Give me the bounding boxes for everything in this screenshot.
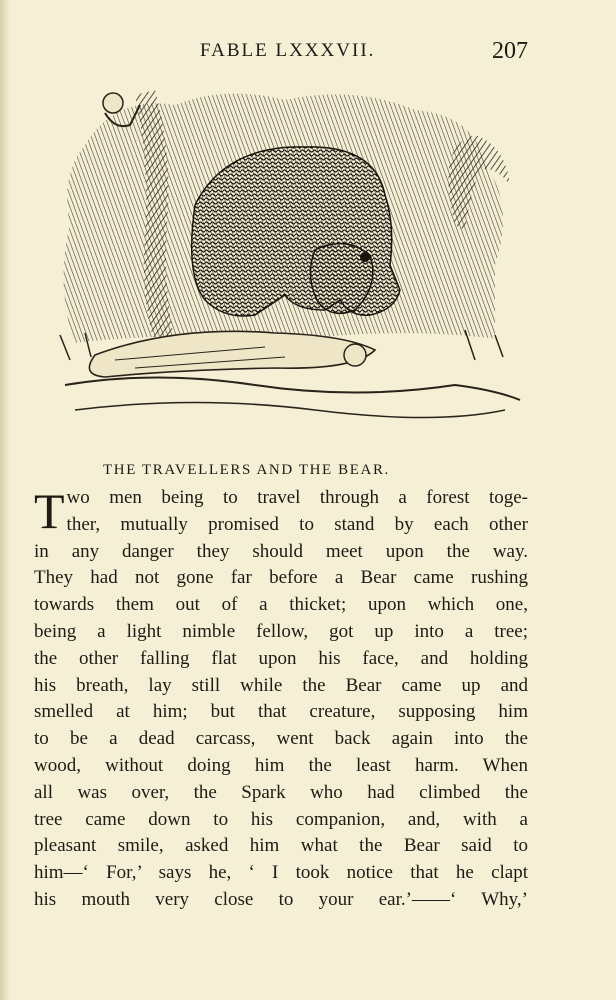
- page-gutter-shadow: [0, 0, 10, 1000]
- text-line: his breath, lay still while the Bear came up and: [34, 674, 528, 696]
- first-line-text: wo men being to travel through a forest toge-: [66, 487, 528, 508]
- drop-cap: T: [34, 483, 65, 539]
- text-line: him—‘ For,’ says he, ‘ I took notice that he clapt: [34, 862, 528, 884]
- text-line: smelled at him; but that creature, supposing him: [34, 701, 528, 723]
- text-line: his mouth very close to your ear.’——‘ Why,’: [34, 888, 528, 910]
- text-line: to be a dead carcass, went back again into the: [34, 728, 528, 750]
- text-line: towards them out of a thicket; upon which one,: [34, 594, 528, 616]
- page-number: 207: [492, 38, 528, 64]
- text-line: tree came down to his companion, and, with a: [34, 808, 528, 830]
- running-head: FABLE LXXXVII.: [200, 40, 376, 61]
- illustration-caption: THE TRAVELLERS AND THE BEAR.: [103, 462, 390, 478]
- text-line: pleasant smile, asked him what the Bear said to: [34, 835, 528, 857]
- text-line: wood, without doing him the least harm. When: [34, 754, 528, 776]
- text-line: the other falling flat upon his face, and holding: [34, 647, 528, 669]
- text-line: ther, mutually promised to stand by each other: [66, 513, 528, 535]
- fable-body: [34, 485, 528, 914]
- text-line: They had not gone far before a Bear came rushing: [34, 567, 528, 589]
- woodcut-illustration: [55, 85, 525, 435]
- text-line: being a light nimble fellow, got up into a tree;: [34, 620, 528, 642]
- text-line: all was over, the Spark who had climbed the: [34, 781, 528, 803]
- text-line: in any danger they should meet upon the way.: [34, 540, 528, 562]
